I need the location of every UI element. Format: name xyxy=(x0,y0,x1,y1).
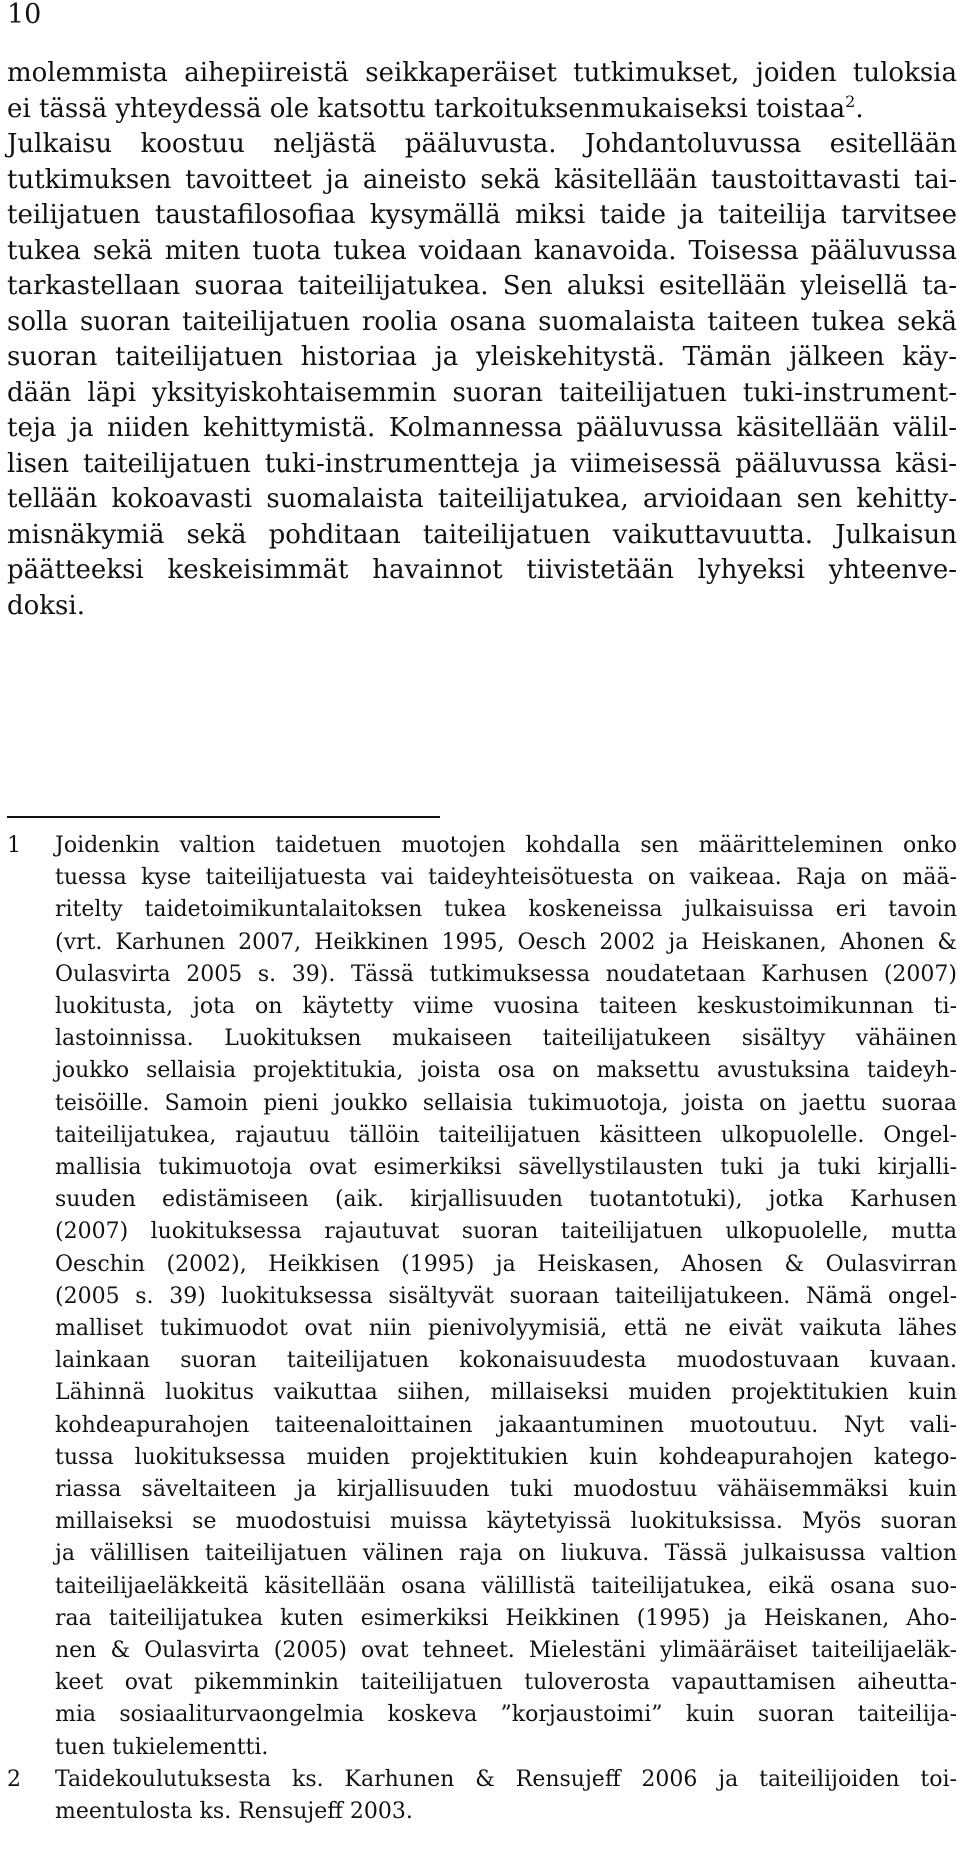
footnote-line: Oeschin (2002), Heikkisen (1995) ja Heiskasen, Ahosen & Oulasvirran xyxy=(55,1251,957,1277)
footnote-line: joukko sellaisia projektitukia, joista osa on maksettu avustuksina taideyh- xyxy=(55,1058,957,1084)
text-line: tutkimuksen tavoitteet ja aineisto sekä käsitellään taustoittavasti tai- xyxy=(7,164,957,195)
footnote-line: teisöille. Samoin pieni joukko sellaisia tukimuotoja, joista on jaettu suoraa xyxy=(55,1090,957,1116)
footnote-line: mallisia tukimuotoja ovat esimerkiksi sävellystilausten tuki ja tuki kirjalli- xyxy=(55,1155,957,1181)
footnote-line: suuden edistämiseen (aik. kirjallisuuden tuotantotuki), jotka Karhusen xyxy=(55,1187,957,1213)
footnotes xyxy=(7,830,957,1828)
text-line: molemmista aihepiireistä seikkaperäiset tutkimukset, joiden tuloksia xyxy=(7,58,957,88)
text-line: päätteeksi keskeisimmät havainnot tiivistetään lyhyeksi yhteenve- xyxy=(7,555,957,585)
text-segment: . xyxy=(855,93,864,124)
text-line: teja ja niiden kehittymistä. Kolmannessa pääluvussa käsitellään välil- xyxy=(7,413,957,443)
footnote-line: lainkaan suoran taiteilijatuen kokonaisuudesta muodostuvaan kuvaan. xyxy=(55,1348,957,1374)
footnote-1 xyxy=(7,830,957,1764)
footnote-line: kohdeapurahojen taiteenaloittainen jakaantuminen muotoutuu. Nyt vali- xyxy=(55,1412,957,1438)
page-number: 10 xyxy=(7,0,42,30)
footnote-line: tuen tukielementti. xyxy=(55,1734,269,1760)
text-line: tellään kokoavasti suomalaista taiteilijatukea, arvioidaan sen kehitty- xyxy=(7,484,957,514)
text-line: doksi. xyxy=(7,590,85,621)
footnote-line: (2007) luokituksessa rajautuvat suoran taiteilijatuen ulkopuolelle, mutta xyxy=(55,1219,957,1245)
footnote-line: Taidekoulutuksesta ks. Karhunen & Rensujeff 2006 ja taiteilijoiden toi- xyxy=(55,1766,957,1792)
text-line: misnäkymiä sekä pohditaan taiteilijatuen vaikuttavuutta. Julkaisun xyxy=(7,519,957,550)
text-line: tukea sekä miten tuota tukea voidaan kanavoida. Toisessa pääluvussa xyxy=(7,235,957,266)
footnote-line: (vrt. Karhunen 2007, Heikkinen 1995, Oesch 2002 ja Heiskanen, Ahonen & xyxy=(55,929,957,955)
footnote-line: lastoinnissa. Luokituksen mukaiseen taiteilijatukeen sisältyy vähäinen xyxy=(55,1026,957,1052)
body-text xyxy=(7,56,957,624)
footnote-line: ja välillisen taiteilijatuen välinen raja on liukuva. Tässä julkaisussa valtion xyxy=(55,1541,957,1567)
footnote-line: ritelty taidetoimikuntalaitoksen tukea koskeneissa julkaisuissa eri tavoin xyxy=(55,897,957,923)
text-line xyxy=(7,92,957,128)
footnote-text xyxy=(55,830,957,1764)
footnote-line: Joidenkin valtion taidetuen muotojen kohdalla sen määritteleminen onko xyxy=(55,833,957,858)
text-line: Julkaisu koostuu neljästä pääluvusta. Johdantoluvussa esitellään xyxy=(7,129,957,159)
footnote-line: (2005 s. 39) luokituksessa sisältyvät suoraan taiteilijatukeen. Nämä ongel- xyxy=(55,1283,957,1309)
text-segment: ei tässä yhteydessä ole katsottu tarkoituksenmukaiseksi toistaa xyxy=(7,93,846,124)
text-line: solla suoran taiteilijatuen roolia osana suomalaista taiteen tukea sekä xyxy=(7,306,957,337)
footnote-separator xyxy=(7,816,440,818)
text-line: tarkastellaan suoraa taiteilijatukea. Sen aluksi esitellään yleisellä ta- xyxy=(7,271,957,301)
footnote-line: tuessa kyse taiteilijatuesta vai taideyhteisötuesta on vaikeaa. Raja on mää- xyxy=(55,865,957,891)
text-line: dään läpi yksityiskohtaisemmin suoran taiteilijatuen tuki-instrument- xyxy=(7,377,957,408)
footnote-number: 2 xyxy=(7,1766,21,1792)
footnote-number: 1 xyxy=(7,833,21,858)
footnote-line: Oulasvirta 2005 s. 39). Tässä tutkimuksessa noudatetaan Karhusen (2007) xyxy=(55,961,957,987)
footnote-line: keet ovat pikemminkin taiteilijatuen tuloverosta vapauttamisen aiheutta- xyxy=(55,1670,957,1696)
footnote-line: Lähinnä luokitus vaikuttaa siihen, millaiseksi muiden projektitukien kuin xyxy=(55,1380,957,1406)
text-line: teilijatuen taustafilosofiaa kysymällä miksi taide ja taiteilija tarvitsee xyxy=(7,200,957,230)
footnote-2 xyxy=(7,1764,957,1828)
footnote-line: millaiseksi se muodostuisi muissa käytetyissä luokituksissa. Myös suoran xyxy=(55,1509,957,1535)
footnote-line: nen & Oulasvirta (2005) ovat tehneet. Mielestäni ylimääräiset taiteilijaeläk- xyxy=(55,1638,957,1664)
footnote-line: raa taiteilijatukea kuten esimerkiksi Heikkinen (1995) ja Heiskanen, Aho- xyxy=(55,1605,957,1631)
body-paragraph xyxy=(7,56,957,624)
text-line: lisen taiteilijatuen tuki-instrumentteja ja viimeisessä pääluvussa käsi- xyxy=(7,448,957,479)
footnote-line: meentulosta ks. Rensujeff 2003. xyxy=(55,1799,413,1825)
footnote-line: taiteilijaeläkkeitä käsitellään osana välillistä taiteilijatukea, eikä osana suo- xyxy=(55,1573,957,1599)
footnote-line: tussa luokituksessa muiden projektitukien kuin kohdeapurahojen katego- xyxy=(55,1444,957,1470)
footnote-ref[interactable]: 2 xyxy=(845,91,856,111)
footnote-text xyxy=(55,1764,957,1828)
footnote-line: riassa säveltaiteen ja kirjallisuuden tuki muodostuu vähäisemmäksi kuin xyxy=(55,1477,957,1503)
footnote-line: malliset tukimuodot ovat niin pienivolyymisiä, että ne eivät vaikuta lähes xyxy=(55,1316,957,1342)
footnote-line: mia sosiaaliturvaongelmia koskeva ”korjaustoimi” kuin suoran taiteilija- xyxy=(55,1702,957,1728)
footnote-line: taiteilijatukea, rajautuu tällöin taiteilijatuen käsitteen ulkopuolelle. Ongel- xyxy=(55,1122,957,1148)
text-line: suoran taiteilijatuen historiaa ja yleiskehitystä. Tämän jälkeen käy- xyxy=(7,342,957,372)
footnote-line: luokitusta, jota on käytetty viime vuosina taiteen keskustoimikunnan ti- xyxy=(55,994,957,1020)
